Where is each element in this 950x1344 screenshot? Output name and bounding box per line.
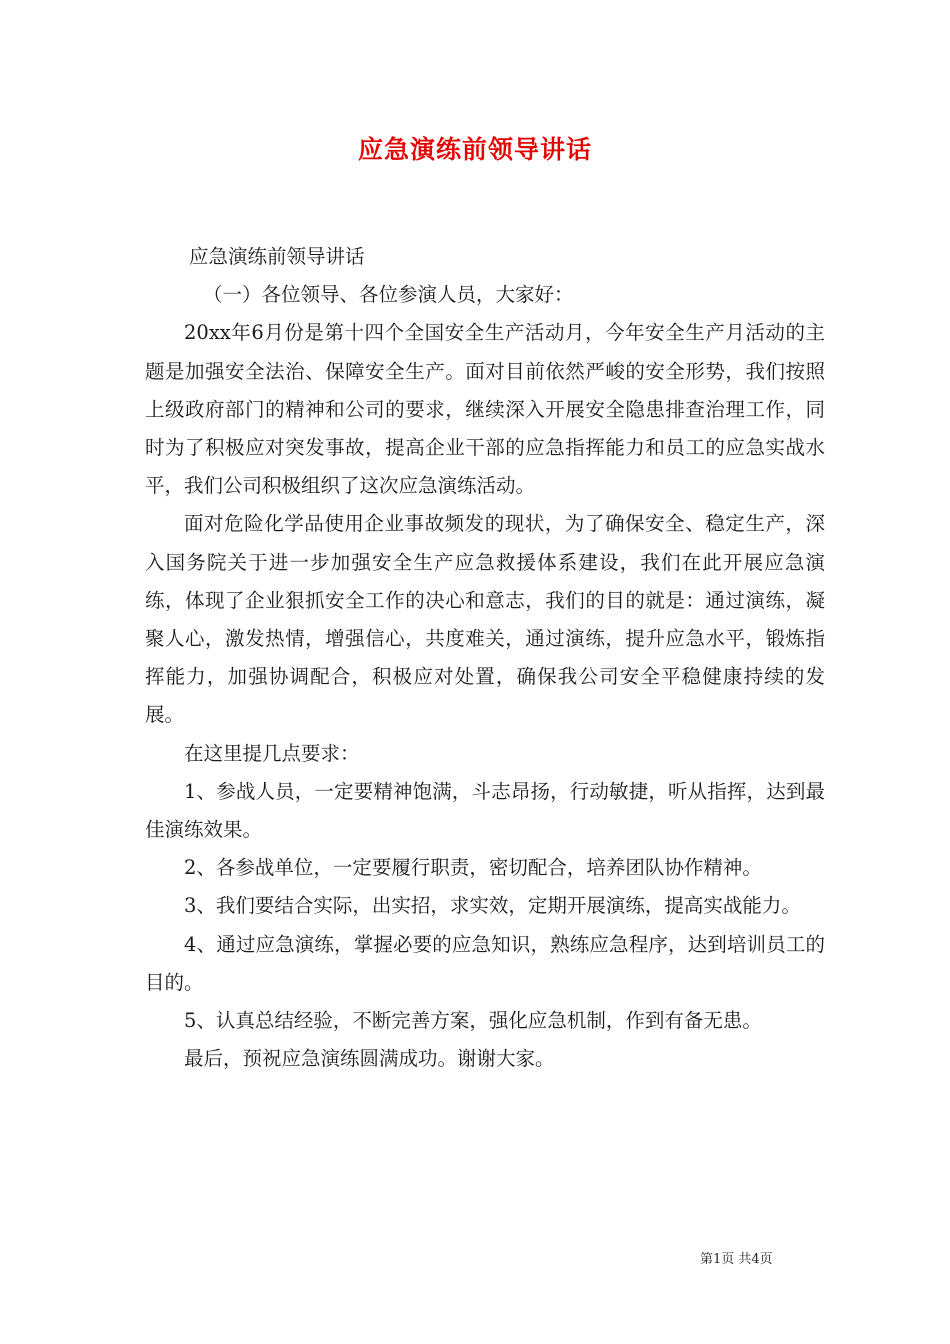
requirement-item: 1、参战人员，一定要精神饱满，斗志昂扬，行动敏捷，听从指挥，达到最佳演练效果。 [145,779,825,842]
requirement-item: 3、我们要结合实际，出实招，求实效，定期开展演练，提高实战能力。 [184,894,801,918]
body-paragraph: 在这里提几点要求： [184,741,360,765]
body-paragraph: 面对危险化学品使用企业事故频发的现状，为了确保安全、稳定生产，深入国务院关于进一步加强安全生产应急救援体系建设，我们在此开展应急演练，体现了企业狠抓安全工作的决心和意志，我们的目的就是：通过演练，凝聚人心，激发热情，增强信心，共度难关，通过演练，提升应急水平，锻炼指挥能力，加强协调配合，积极应对处置，确保我公司安全平稳健康持续的发展。 [145,512,825,727]
document-title: 应急演练前领导讲话 [357,135,592,164]
body-paragraph: 20xx年6月份是第十四个全国安全生产活动月，今年安全生产月活动的主题是加强安全法治、保障安全生产。面对目前依然严峻的安全形势，我们按照上级政府部门的精神和公司的要求，继续深入开展安全隐患排查治理工作，同时为了积极应对突发事故，提高企业干部的应急指挥能力和员工的应急实战水平，我们公司积极组织了这次应急演练活动。 [145,321,825,498]
document-body [145,238,825,1078]
requirement-item: 2、各参战单位，一定要履行职责，密切配合，培养团队协作精神。 [184,856,762,880]
subtitle-paragraph: 应急演练前领导讲话 [189,245,365,268]
closing-paragraph: 最后，预祝应急演练圆满成功。谢谢大家。 [184,1047,555,1071]
requirement-item: 5、认真总结经验，不断完善方案，强化应急机制，作到有备无患。 [184,1009,762,1033]
greeting-paragraph: （一）各位领导、各位参演人员，大家好： [203,283,574,307]
page-number: 第1页 共4页 [700,1252,773,1267]
requirement-item: 4、通过应急演练，掌握必要的应急知识，熟练应急程序，达到培训员工的目的。 [145,932,825,994]
